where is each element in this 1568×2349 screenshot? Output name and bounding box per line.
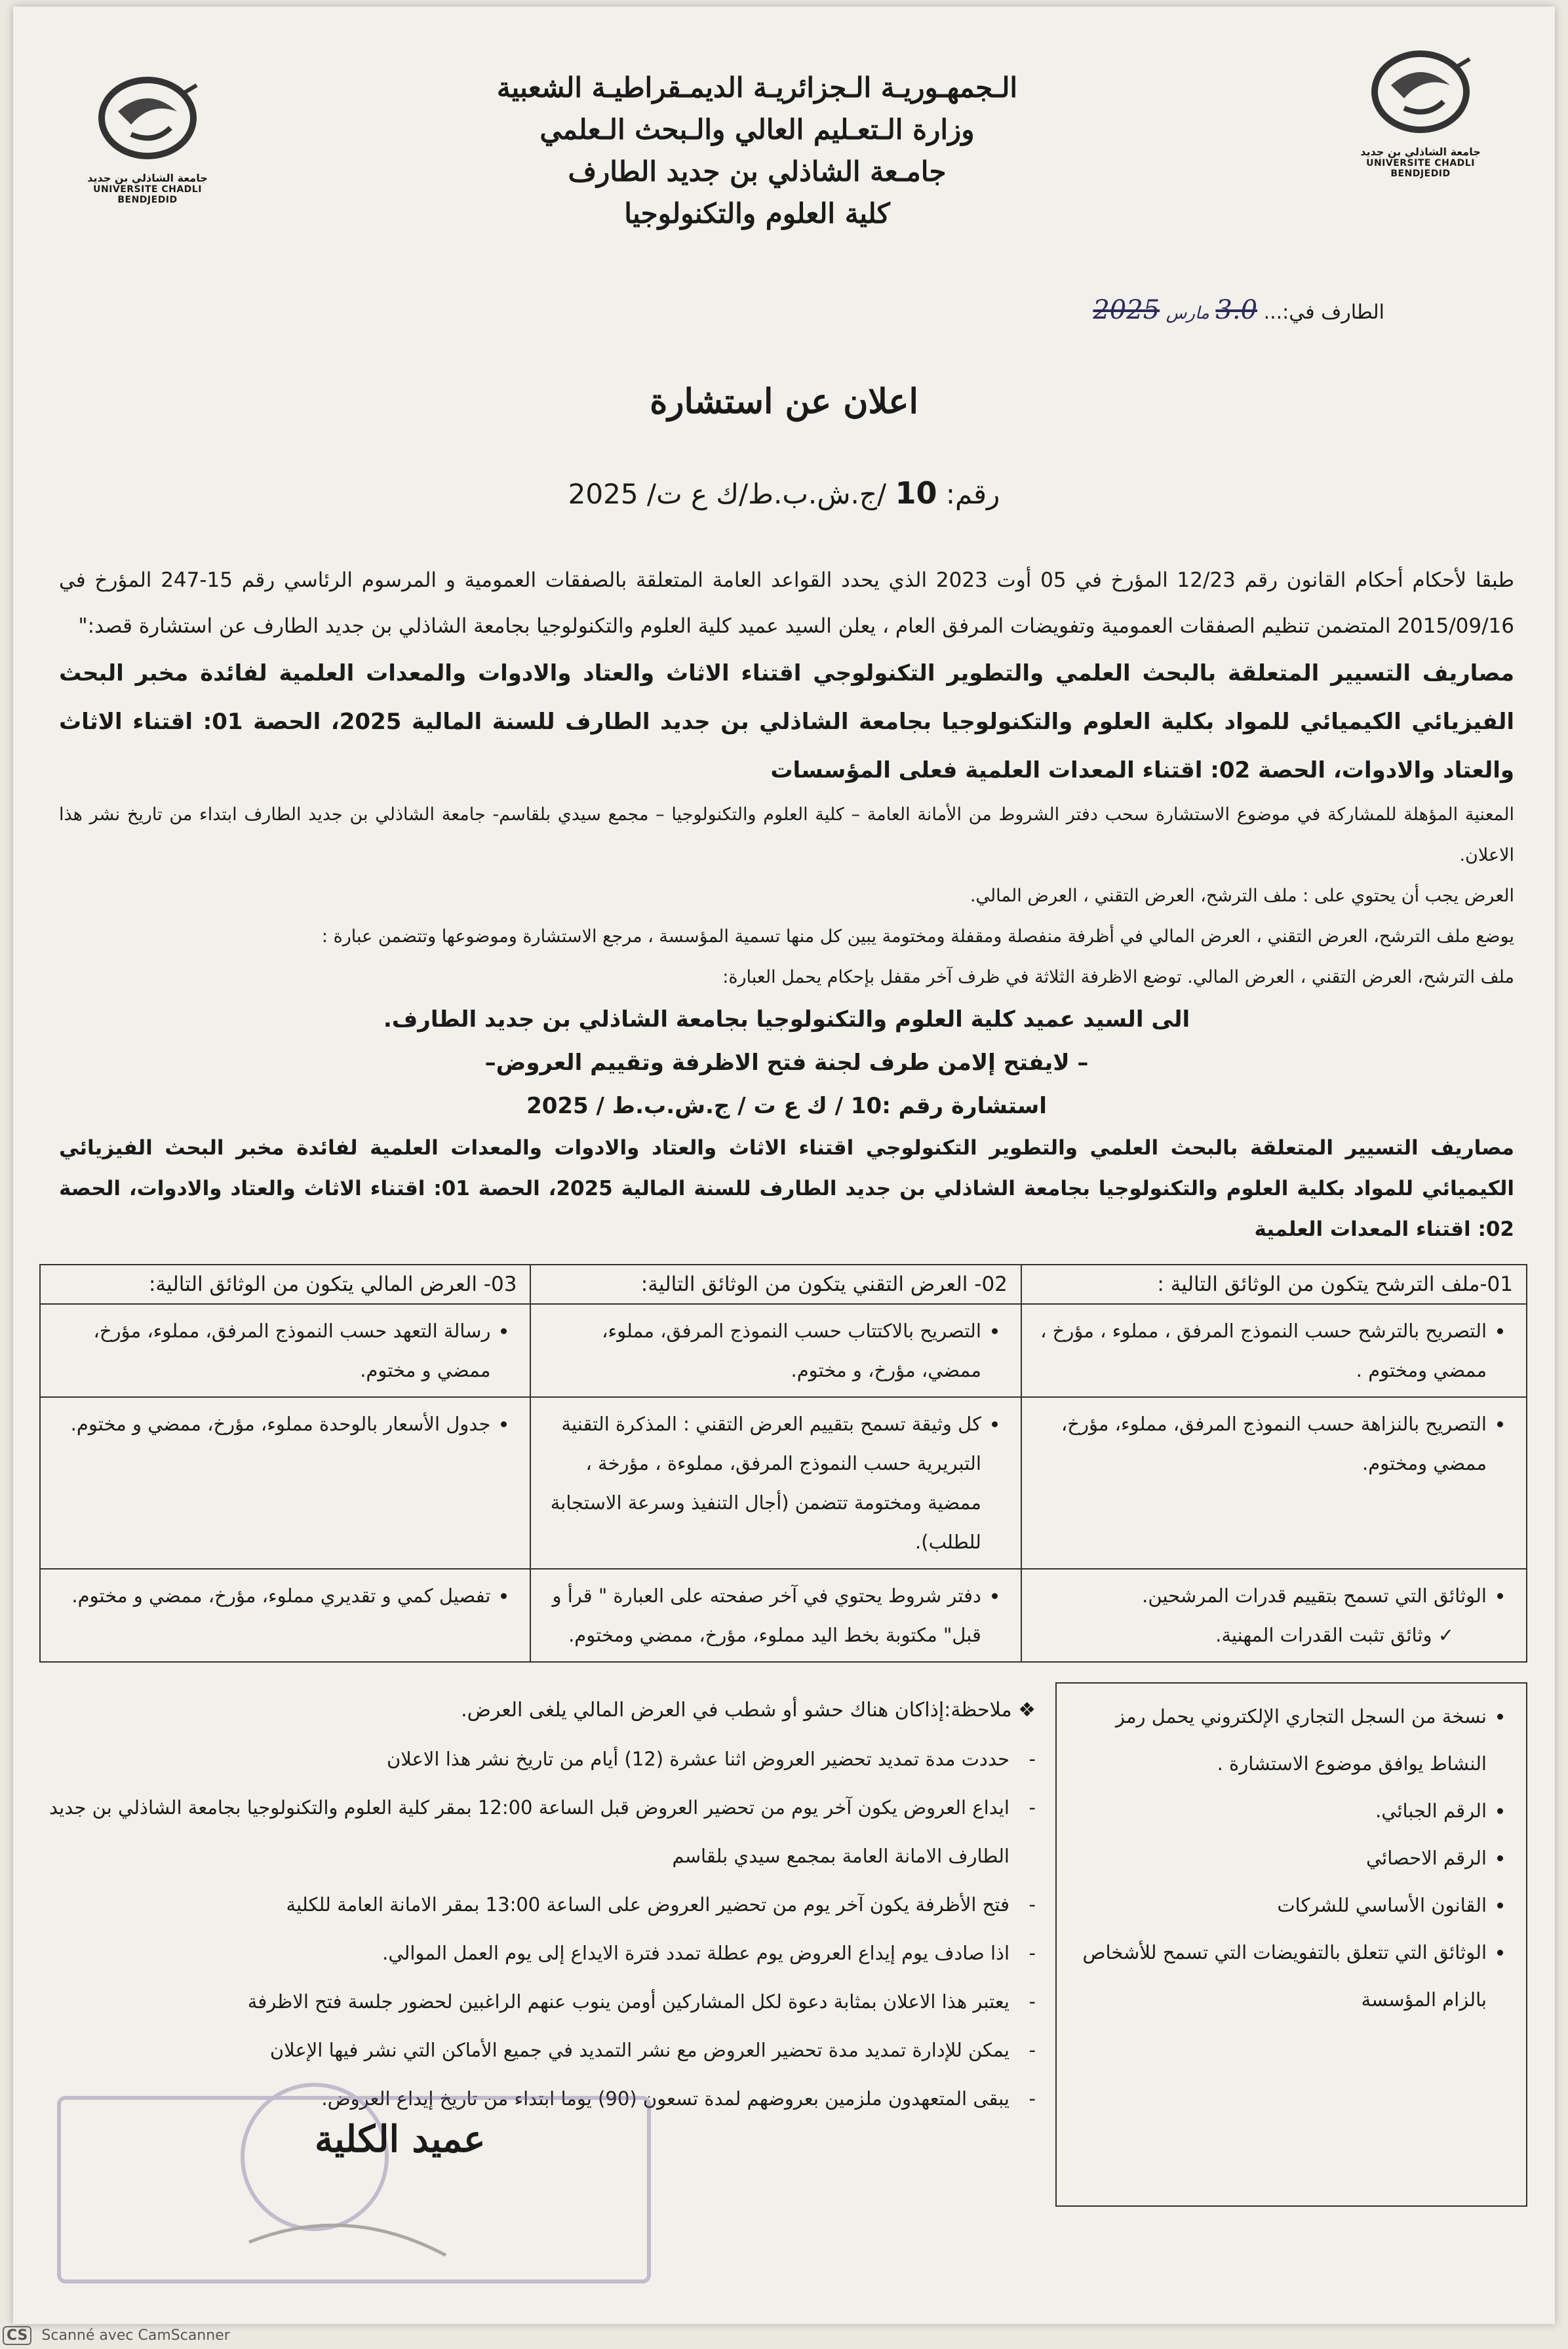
table-row [40, 1569, 1527, 1662]
date-prefix: الطارف في:... [1263, 301, 1384, 324]
notes-title: ❖ ملاحظة:إذاكان هناك حشو أو شطب في العرض المالي يلغى العرض. [461, 1699, 1036, 1722]
table-cell: • جدول الأسعار بالوحدة مملوء، مؤرخ، ممضي و مختوم. [54, 1404, 490, 1444]
reference-suffix: /ج.ش.ب.ط/ك ع ت/ 2025 [568, 478, 887, 510]
table-cell: • كل وثيقة تسمح بتقييم العرض التقني : المذكرة التقنية التبريرية حسب النموذج المرفق، مملوءة ، مؤرخة ، ممضية ومختومة تتضمن (أجال التنفيذ وسرعة الاستجابة للطلب). [544, 1404, 981, 1562]
table-header-cell: 02- العرض التقني يتكون من الوثائق التالية: [530, 1265, 1021, 1304]
addressee-line: الى السيد عميد كلية العلوم والتكنولوجيا بجامعة الشاذلي بن جديد الطارف. [383, 1006, 1190, 1033]
table-cell: • تفصيل كمي و تقديري مملوء، مؤرخ، ممضي و مختوم. [54, 1576, 490, 1615]
date-line [1093, 295, 1384, 325]
date-handwritten-year: 2025 [1093, 295, 1160, 325]
university-logo-right [1345, 46, 1496, 210]
table-cell: • التصريح بالنزاهة حسب النموذج المرفق، مملوء، مؤرخ، ممضي ومختوم. [1035, 1404, 1487, 1483]
offer-content-paragraph: العرض يجب أن يحتوي على : ملف الترشح، العرض التقني ، العرض المالي. [970, 886, 1514, 906]
university-emblem-icon [92, 72, 203, 170]
header-line-university: جامـعة الشاذلي بن جديد الطارف [568, 155, 947, 188]
university-logo-left [72, 72, 223, 236]
table-row [40, 1304, 1527, 1397]
list-item: • نسخة من السجل التجاري الإلكتروني يحمل رمز النشاط يوافق موضوع الاستشارة . [1070, 1693, 1487, 1787]
scanner-text: Scanné avec CamScanner [41, 2327, 230, 2344]
documents-table [39, 1264, 1527, 1663]
check-item [1035, 1615, 1513, 1655]
date-handwritten-day: 3.0 [1215, 295, 1258, 325]
letterhead [380, 67, 1134, 235]
list-item: • الوثائق التي تتعلق بالتفويضات التي تسمح للأشخاص بالزام المؤسسة [1070, 1929, 1487, 2023]
logo-french-text: UNIVERSITE CHADLI BENDJEDID [1366, 158, 1475, 179]
scanner-watermark [3, 2326, 230, 2345]
table-header-cell: 03- العرض المالي يتكون من الوثائق التالية: [40, 1265, 530, 1304]
subject-paragraph: مصاريف التسيير المتعلقة بالبحث العلمي والتطوير التكنولوجي اقتناء الاثاث والعتاد والادوات والمعدات العلمية لفائدة مخبر البحث الفيزيائي الكيميائي للمواد بكلية العلوم والتكنولوجيا بجامعة الشاذلي بن جديد الطارف للسنة المالية 2025، الحصة 01: اقتناء الاثاث والعتاد والادوات، الحصة 02: اقتناء المعدات العلمية فعلى المؤسسات [59, 660, 1514, 783]
header-line-faculty: كلية العلوم والتكنولوجيا [624, 197, 890, 229]
envelope-label-paragraph: ملف الترشح، العرض التقني ، العرض المالي. توضع الاظرفة الثلاثة في ظرف آخر مقفل بإحكام يحمل العبارة: [722, 967, 1514, 987]
camscanner-icon: CS [3, 2326, 31, 2345]
logo-french-text: UNIVERSITE CHADLI BENDJEDID [93, 184, 202, 205]
consultation-number-line: استشارة رقم :10 / ك ع ت / ج.ش.ب.ط / 2025 [526, 1093, 1047, 1119]
do-not-open-line: – لايفتح إلامن طرف لجنة فتح الاظرفة وتقييم العروض– [484, 1050, 1089, 1076]
header-line-republic: الـجمهـوريـة الـجزائريـة الديمـقراطيـة الشعبية [496, 71, 1018, 104]
note-item: - حددت مدة تمديد تحضير العروض اثنا عشرة (12) أيام من تاريخ نشر هذا الاعلان [33, 1735, 1036, 1783]
list-item: • الرقم الجبائي. [1070, 1787, 1487, 1834]
list-item: • القانون الأساسي للشركات [1070, 1882, 1487, 1929]
note-item: - يبقى المتعهدون ملزمين بعروضهم لمدة تسعون (90) يوما ابتداء من تاريخ إيداع العروض. [33, 2074, 1036, 2123]
document-page [13, 7, 1555, 2324]
note-item: - ايداع العروض يكون آخر يوم من تحضير العروض قبل الساعة 12:00 بمقر كلية العلوم والتكنولوجيا بجامعة الشاذلي بن جديد الطارف الامانة العامة بمجمع سيدي بلقاسم [33, 1783, 1036, 1880]
table-row [40, 1397, 1527, 1569]
official-stamp-icon [52, 2072, 656, 2301]
table-cell: • رسالة التعهد حسب النموذج المرفق، مملوء، مؤرخ، ممضي و مختوم. [54, 1311, 490, 1390]
dean-signature: عميد الكلية [315, 2118, 486, 2161]
note-item: - فتح الأظرفة يكون آخر يوم من تحضير العروض على الساعة 13:00 بمقر الامانة العامة للكلية [33, 1880, 1036, 1929]
announcement-body [59, 557, 1514, 1250]
university-emblem-icon [1365, 46, 1476, 144]
subject-repeat-paragraph: مصاريف التسيير المتعلقة بالبحث العلمي والتطوير التكنولوجي اقتناء الاثاث والعتاد والادوات والمعدات العلمية لفائدة مخبر البحث الفيزيائي الكيميائي للمواد بكلية العلوم والتكنولوجيا بجامعة الشاذلي بن جديد الطارف للسنة المالية 2025، الحصة 01: اقتناء الاثاث والعتاد والادوات، الحصة 02: اقتناء المعدات العلمية [59, 1136, 1514, 1241]
note-item: - اذا صادف يوم إيداع العروض يوم عطلة تمدد فترة الايداع إلى يوم العمل الموالي. [33, 1929, 1036, 1977]
reference-prefix: رقم: [945, 478, 1000, 510]
reference-number [13, 475, 1555, 511]
note-item: - يعتبر هذا الاعلان بمثابة دعوة لكل المشاركين أومن ينوب عنهم الراغبين لحضور جلسة فتح الاظرفة [33, 1977, 1036, 2026]
date-handwritten-month: مارس [1166, 304, 1209, 323]
instructions-paragraph: المعنية المؤهلة للمشاركة في موضوع الاستشارة سحب دفتر الشروط من الأمانة العامة – كلية العلوم والتكنولوجيا – مجمع سيدي بلقاسم- جامعة الشاذلي بن جديد الطارف ابتداء من تاريخ نشر هذا الاعلان. [59, 804, 1514, 865]
document-title: اعلان عن استشارة [650, 382, 918, 422]
table-cell: • الوثائق التي تسمح بتقييم قدرات المرشحين. [1035, 1576, 1487, 1615]
envelope-paragraph: يوضع ملف الترشح، العرض التقني ، العرض المالي في أظرفة منفصلة ومقفلة ومختومة يبين كل منها تسمية المؤسسة ، مرجع الاستشارة وموضوعها وتتضمن عبارة : [321, 926, 1514, 947]
table-header-row [40, 1265, 1527, 1304]
table-cell: • التصريح بالترشح حسب النموذج المرفق ، مملوء ، مؤرخ ، ممضي ومختوم . [1035, 1311, 1487, 1390]
diamond-bullet-icon: ❖ [1018, 1699, 1036, 1722]
table-cell: • دفتر شروط يحتوي في آخر صفحته على العبارة " قرأ و قبل" مكتوبة بخط اليد مملوء، مؤرخ، ممضي ومختوم. [544, 1576, 981, 1655]
notes-section [26, 1682, 1042, 2127]
logo-arabic-text: جامعة الشاذلي بن جديد [1360, 146, 1481, 158]
header-line-ministry: وزارة الـتعـليم العالي والـبحث الـعلمي [539, 113, 975, 146]
logo-arabic-text: جامعة الشاذلي بن جديد [87, 172, 208, 184]
note-item: - يمكن للإدارة تمديد مدة تحضير العروض مع نشر التمديد في جميع الأماكن التي نشر فيها الإعلان [33, 2026, 1036, 2074]
list-item: • الرقم الاحصائي [1070, 1834, 1487, 1882]
check-item-text: وثائق تثبت القدرات المهنية. [1215, 1624, 1432, 1646]
candidacy-documents-list [1055, 1682, 1527, 2207]
table-cell: • التصريح بالاكتتاب حسب النموذج المرفق، مملوء، ممضي، مؤرخ، و مختوم. [544, 1311, 981, 1390]
reference-number-value: 10 [895, 475, 937, 511]
intro-paragraph: طبقا لأحكام أحكام القانون رقم 12/23 المؤرخ في 05 أوت 2023 الذي يحدد القواعد العامة المتعلقة بالصفقات العمومية و المرسوم الرئاسي رقم 15-247 المؤرخ في 2015/09/16 المتضمن تنظيم الصفقات العمومية وتفويضات المرفق العام ، يعلن السيد عميد كلية العلوم والتكنولوجيا بجامعة الشاذلي بن جديد الطارف عن استشارة قصد:" [59, 568, 1515, 638]
checkmark-icon: ✓ [1438, 1624, 1454, 1646]
table-header-cell: 01-ملف الترشح يتكون من الوثائق التالية : [1021, 1265, 1527, 1304]
